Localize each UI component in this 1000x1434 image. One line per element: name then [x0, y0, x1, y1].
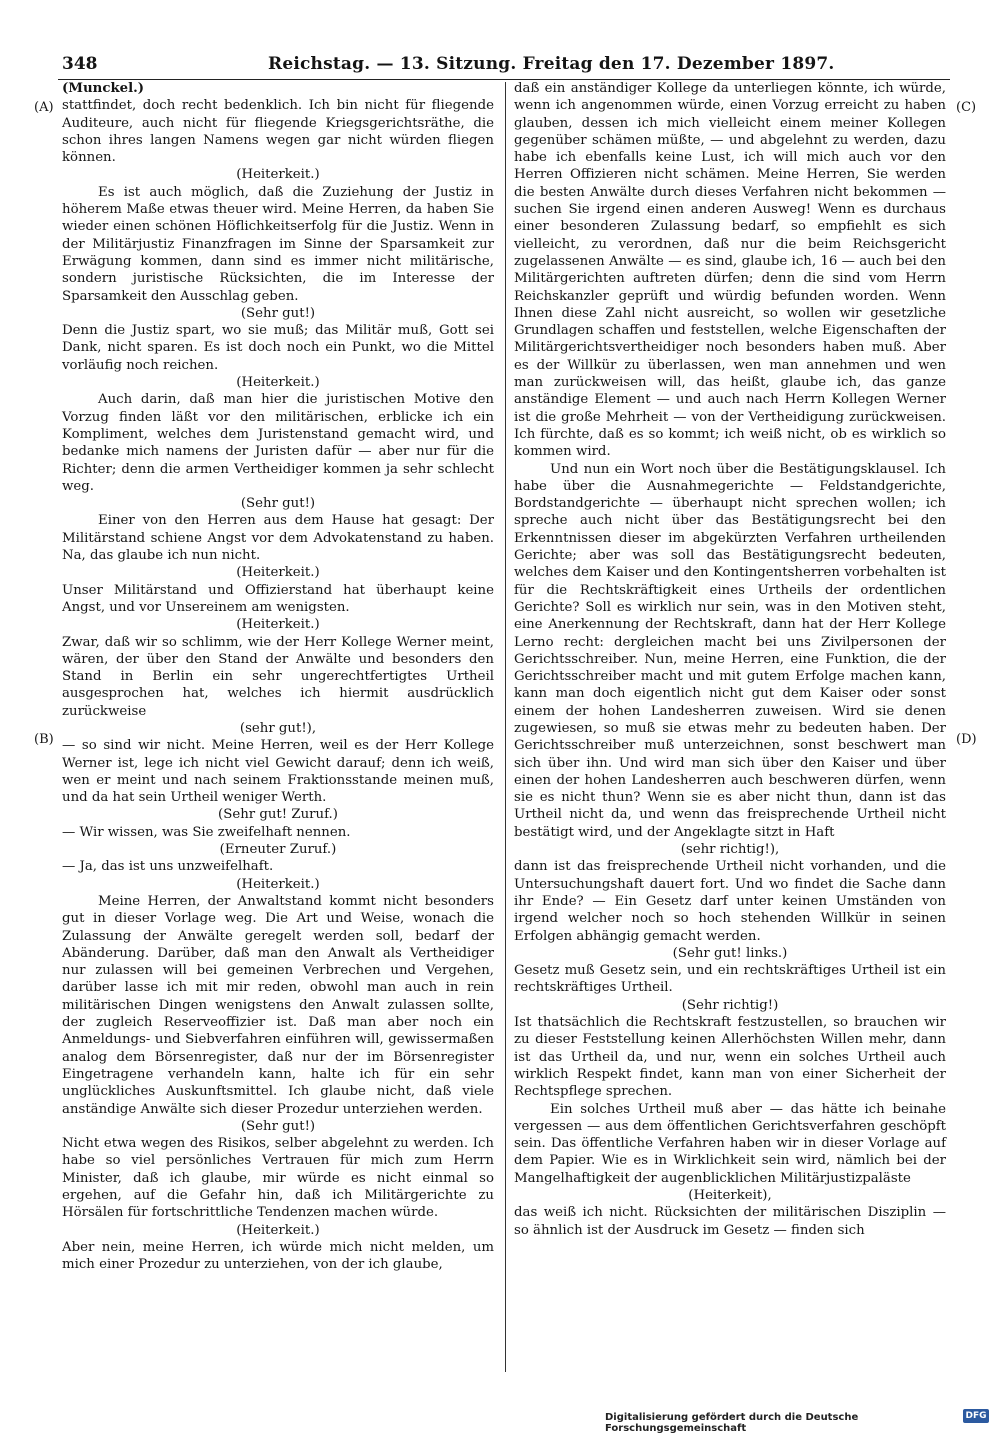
interjection: (Heiterkeit.) — [236, 1222, 320, 1238]
paragraph: Es ist auch möglich, daß die Zuziehung der Justiz in höherem Maße etwas theuer wird. Meine Herren, da haben Sie wieder einen schönen Höflichkeitserfolg für die Justiz. Wenn in der Militärjustiz Finanzfragen im Sinne der Sparsamkeit zur Erwägung kommen, dann sind es immer nicht militärische, sondern juristische Rücksichten, die im Interesse der Sparsamkeit den Ausschlag geben. — [62, 184, 494, 304]
paragraph: stattfindet, doch recht bedenklich. Ich bin nicht für fliegende Auditeure, auch nicht für fliegende Kriegsgerichtsräthe, die schon ihres langen Namens wegen gar nicht würden fliegen können. — [62, 98, 494, 166]
interjection: (Sehr gut!) — [240, 496, 316, 512]
interjection: (Erneuter Zuruf.) — [219, 842, 337, 858]
paragraph: Nicht etwa wegen des Risikos, selber abgelehnt zu werden. Ich habe so viel persönliches Vertrauen für mich zum Herrn Minister, daß ich glaube, mir würde es nicht einmal so ergehen, auf die Gefahr hin, daß ich Militärgerichte zu Hörsälen für fortschrittliche Tendenzen machen würde. — [62, 1136, 494, 1221]
page-number: 348 — [62, 54, 98, 74]
speaker-name: (Munckel.) — [62, 81, 145, 96]
interjection: (Heiterkeit), — [688, 1188, 772, 1203]
left-column — [62, 80, 494, 1273]
page-header — [58, 52, 958, 78]
dfg-logo: DFG — [963, 1409, 989, 1423]
paragraph: Gesetz muß Gesetz sein, und ein rechtskräftiges Urtheil ist ein rechtskräftiges Urtheil. — [514, 963, 946, 996]
paragraph: Ein solches Urtheil muß aber — das hätte ich beinahe vergessen — aus dem öffentlichen Gerichtsverfahren geschöpft sein. Das öffentliche Verfahren haben wir in dieser Vorlage auf dem Papier. Wie es in Wirklichkeit sein wird, nämlich bei der Mangelhaftigkeit der augenblicklichen Militärjustizpaläste — [514, 1101, 946, 1186]
paragraph: das weiß ich nicht. Rücksichten der militärischen Disziplin — so ähnlich ist der Ausdruck im Gesetz — finden sich — [514, 1205, 946, 1238]
paragraph: — so sind wir nicht. Meine Herren, weil es der Herr Kollege Werner ist, lege ich nicht viel Gewicht darauf; denn ich weiß, wen er meint und nach seinem Fraktionsstande meinen muß, und da hat sein Urtheil weniger Werth. — [62, 738, 494, 806]
paragraph: Aber nein, meine Herren, ich würde mich nicht melden, um mich einer Prozedur zu unterziehen, von der ich glaube, — [62, 1239, 494, 1273]
paragraph: Unser Militärstand und Offizierstand hat überhaupt keine Angst, und vor Unsereinem am wenigsten. — [62, 582, 494, 615]
paragraph: Auch darin, daß man hier die juristischen Motive den Vorzug finden läßt vor den militärischen, erblicke ich ein Kompliment, welches dem Juristenstand gemacht wird, und bedanke mich namens der Juristen dafür — aber nur für die Richter; denn die armen Vertheidiger kommen ja sehr schlecht weg. — [62, 392, 494, 494]
interjection: (Heiterkeit.) — [236, 375, 320, 391]
interjection: (Heiterkeit.) — [236, 617, 320, 633]
interjection: (Heiterkeit.) — [236, 565, 320, 581]
interjection: (Heiterkeit.) — [236, 876, 320, 892]
paragraph: dann ist das freisprechende Urtheil nicht vorhanden, und die Untersuchungshaft dauert fort. Und wo findet die Sache dann ihr Ende? — Ein Gesetz darf unter keinen Umständen von irgend welcher noch so hoch stehenden Willkür in seinen Erfolgen abhängig gemacht werden. — [514, 859, 946, 944]
interjection: (Sehr gut!) — [240, 1118, 316, 1134]
paragraph: — Wir wissen, was Sie zweifelhaft nennen. — [62, 824, 351, 840]
interjection: (Sehr gut!) — [240, 305, 316, 321]
interjection: (sehr gut!), — [239, 720, 317, 736]
paragraph: Zwar, daß wir so schlimm, wie der Herr Kollege Werner meint, wären, der über den Stand der Anwälte und besonders den Stand in Berlin ein sehr ungerechtfertigtes Urtheil ausgesprochen hat, welches ich hiermit ausdrücklich zurückweise — [62, 634, 494, 719]
paragraph: Ist thatsächlich die Rechtskraft festzustellen, so brauchen wir zu dieser Feststellung keinen Allerhöchsten Willen mehr, dann ist das Urtheil da, und nur, wenn ein solches Urtheil auch wirklich Respekt findet, kann man von einer Sicherheit der Rechtspflege sprechen. — [514, 1015, 946, 1100]
interjection: (Sehr gut! Zuruf.) — [218, 807, 338, 823]
paragraph: Einer von den Herren aus dem Hause hat gesagt: Der Militärstand schiene Angst vor dem Advokatenstand zu haben. Na, das glaube ich nun nicht. — [62, 513, 494, 564]
interjection: (Heiterkeit.) — [236, 167, 320, 183]
margin-marker-b: (B) — [34, 732, 54, 747]
running-head: Reichstag. — 13. Sitzung. Freitag den 17. Dezember 1897. — [268, 54, 835, 74]
paragraph: Und nun ein Wort noch über die Bestätigungsklausel. Ich habe über die Ausnahmegerichte — Feldstandgerichte, Bordstandgerichte — überhaupt nicht sprechen wollen; ich spreche auch nicht über das Bestätigungsrecht bei den Erkenntnissen dieser im abgekürzten Verfahren urtheilenden Gerichte; aber was soll das Bestätigungsrecht bedeuten, welches dem Kaiser und den Kontingentsherren vorbehalten ist für die Rechtskräftigkeit eines Urtheils der ordentlichen Gerichte? Soll es wirklich nur sein, was in den Motiven steht, eine Anerkennung der Rechtskraft, dann hat der Herr Kollege Lerno recht: dergleichen macht bei uns Zivilpersonen der Gerichtsschreiber. Nun, meine Herren, eine Funktion, die der Gerichtsschreiber macht und mit gutem Erfolge machen kann, kann man doch eigentlich nicht gut dem Kaiser oder sonst einem der hohen Landesherren zuweisen. Wird sie denen zugewiesen, so muß sie etwas mehr zu bedeuten haben. Der Gerichtsschreiber muß unterzeichnen, sonst beschwert man sich über ihn. Und wird man sich über den Kaiser und über einen der hohen Landesherren auch beschweren dürfen, wenn sie es nicht thun? Wenn sie es aber nicht thun, dann ist das Urtheil nicht da, und wenn das freisprechende Urtheil nicht bestätigt wird, und der Angeklagte sitzt in Haft — [514, 461, 946, 840]
paragraph: — Ja, das ist uns unzweifelhaft. — [62, 859, 274, 875]
interjection: (Sehr gut! links.) — [672, 945, 788, 961]
right-column — [514, 80, 946, 1239]
margin-marker-a: (A) — [34, 100, 54, 115]
interjection: (sehr richtig!), — [680, 842, 780, 858]
paragraph: Denn die Justiz spart, wo sie muß; das Militär muß, Gott sei Dank, nicht sparen. Es ist doch noch ein Punkt, wo die Mittel vorläufig noch reichen. — [62, 323, 494, 373]
column-divider — [505, 82, 506, 1372]
margin-marker-c: (C) — [956, 100, 977, 115]
digitization-credit: Digitalisierung gefördert durch die Deutsche Forschungsgemeinschaft — [605, 1412, 859, 1434]
paragraph: Meine Herren, der Anwaltstand kommt nicht besonders gut in dieser Vorlage weg. Die Art und Weise, wonach die Zulassung der Anwälte geregelt werden soll, bedarf der Abänderung. Darüber, daß man den Anwalt als Vertheidiger nur zulassen will bei gemeinen Verbrechen und Vergehen, darüber lasse ich mit mir reden, obwohl man auch in rein militärischen Dingen wenigstens den Anwalt zulassen sollte, der zugleich Reserveoffizier ist. Daß man aber noch ein Anmeldungs- und Siebverfahren einführen will, gewissermaßen analog dem Börsenregister, daß nur der im Börsenregister Eingetragene verhandeln kann, halte ich für ein sehr unglückliches Auskunftsmittel. Ich glaube nicht, daß viele anständige Anwälte sich dieser Prozedur unterziehen werden. — [62, 893, 494, 1117]
margin-marker-d: (D) — [956, 732, 977, 747]
paragraph: daß ein anständiger Kollege da unterliegen könnte, ich würde, wenn ich angenommen würde, einen Vorzug erreicht zu haben glauben, dessen ich mich vielleicht einem meiner Kollegen gegenüber schämen müßte, — und abgelehnt zu werden, dazu habe ich ebenfalls keine Lust, ich will mich auch vor den Herren Offizieren nicht schämen. Meine Herren, Sie werden die besten Anwälte durch dieses Verfahren nicht bekommen — suchen Sie irgend einen anderen Ausweg! Wenn es durchaus einer besonderen Zulassung bedarf, so empfiehlt es sich vielleicht, zu verordnen, daß nur die beim Reichsgericht zugelassenen Anwälte — es sind, glaube ich, 16 — auch bei den Militärgerichten auftreten dürfen; denn die sind vom Herrn Reichskanzler geprüft und würdig befunden worden. Wenn Ihnen diese Zahl nicht ausreicht, so wollen wir gesetzliche Grundlagen schaffen und feststellen, welche Eigenschaften der Militärgerichtsvertheidiger noch besonders haben muß. Aber es der Willkür zu überlassen, wen man annehmen und wen man zurückweisen will, das heißt, glaube ich, das ganze anständige Element — und auch nach Herrn Kollegen Werner ist die große Mehrheit — von der Vertheidigung zurückweisen. Ich fürchte, daß es so kommt; ich weiß nicht, ob es wirklich so kommen wird. — [514, 81, 946, 460]
interjection: (Sehr richtig!) — [681, 997, 779, 1013]
